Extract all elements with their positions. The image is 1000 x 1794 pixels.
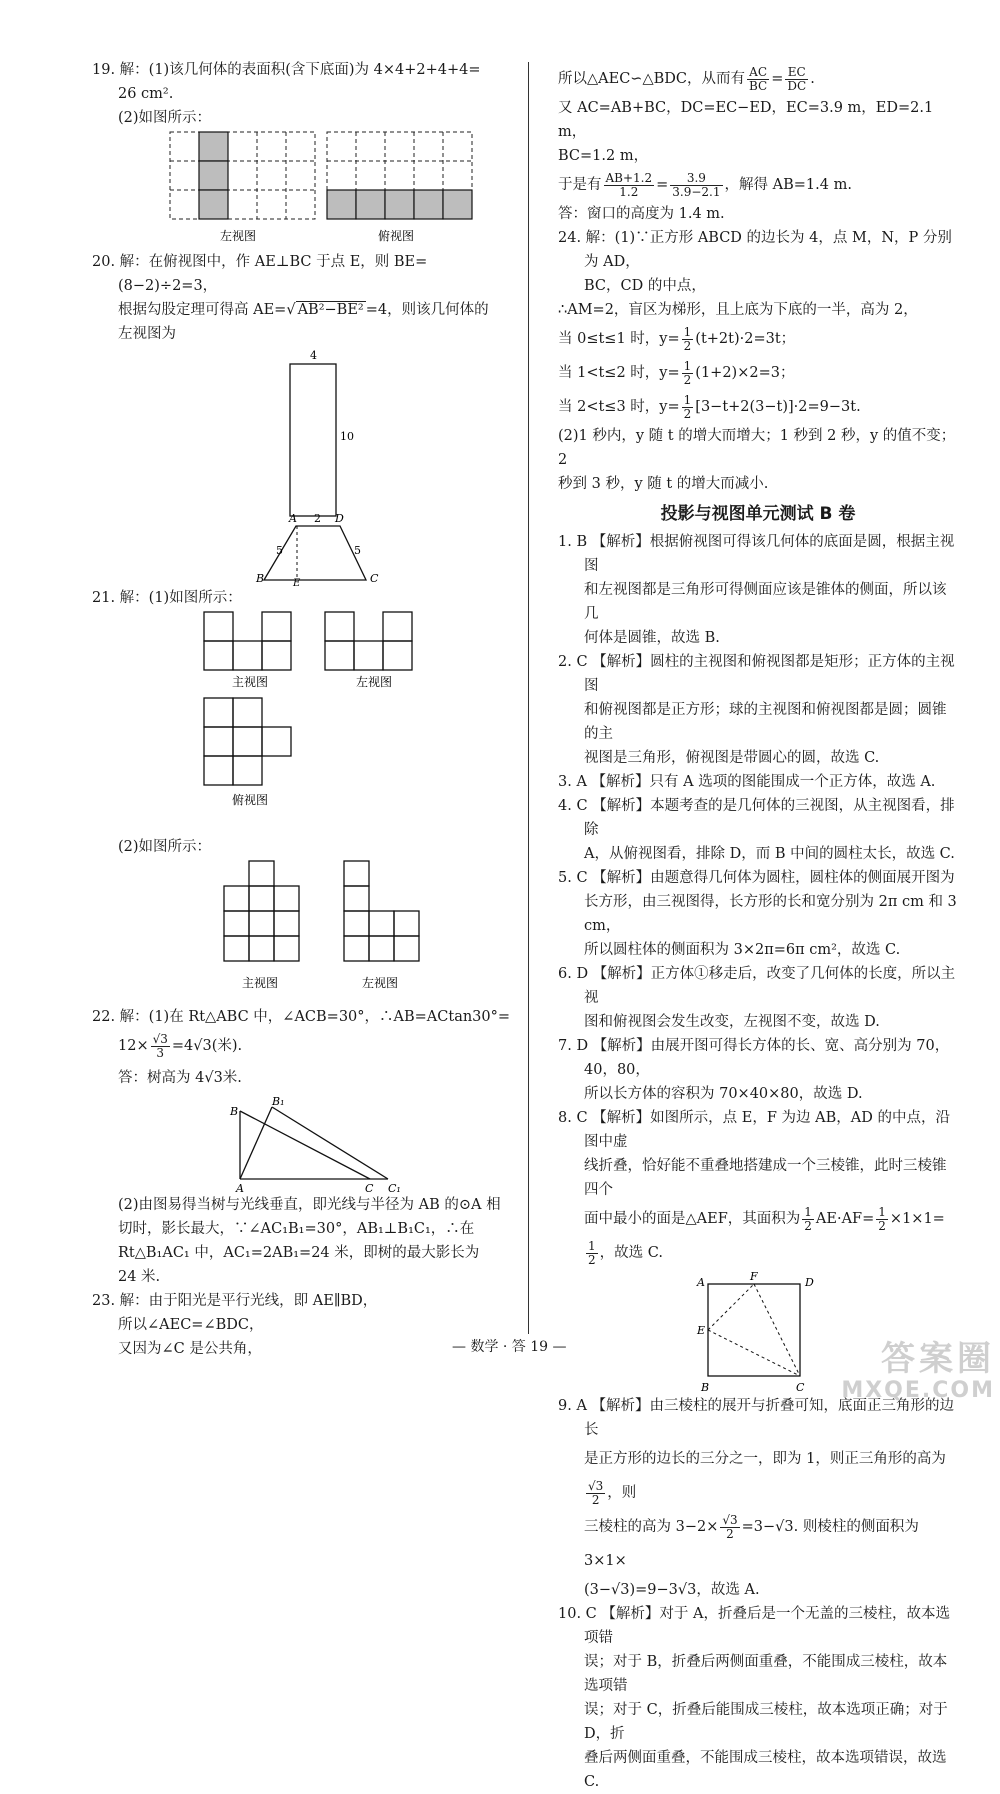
watermark-logo: [795, 1340, 995, 1406]
q19-line1: 19. 解：(1)该几何体的表面积(含下底面)为 4×4+2+4+4=: [92, 62, 481, 78]
svg-text:2: 2: [314, 512, 321, 525]
b10-line4: 叠后两侧面重叠，不能围成三棱柱，故本选项错误，故选 C.: [584, 1750, 947, 1790]
q21-part2: (2)如图所示：: [118, 839, 212, 855]
top-view-cell: [327, 190, 356, 219]
svg-text:D: D: [805, 1276, 814, 1289]
q23-line6: BC=1.2 m，: [558, 148, 649, 164]
figure-21b-svg: [92, 859, 520, 1001]
figure-20: [92, 346, 520, 586]
q23-line5: 又 AC=AB+BC，DC=EC−ED，EC=3.9 m，ED=2.1 m，: [558, 100, 934, 140]
b4-line1: 4. C 【解析】本题考查的是几何体的三视图，从主视图看，排除: [558, 798, 955, 838]
q20-line1: 20. 解：在俯视图中，作 AE⊥BC 于点 E，则 BE=(8−2)÷2=3，: [92, 254, 428, 294]
svg-text:E: E: [697, 1324, 706, 1337]
b7-line2: 所以长方体的容积为 70×40×80，故选 D.: [584, 1086, 863, 1102]
b5-line3: 所以圆柱体的侧面积为 3×2π=6π cm²，故选 C.: [584, 942, 901, 958]
svg-text:C: C: [365, 1182, 374, 1193]
svg-text:A: A: [236, 1182, 244, 1193]
b2-line1: 2. C 【解析】圆柱的主视图和俯视图都是矩形；正方体的主视图: [558, 654, 955, 694]
watermark-url: MXQE.COM: [841, 1378, 995, 1403]
svg-text:10: 10: [340, 430, 354, 443]
b1-line1: 1. B 【解析】根据俯视图可得该几何体的底面是圆，根据主视图: [558, 534, 955, 574]
b9-line2: 是正方形的边长的三分之一，即为 1，则正三角形的高为 $\frac{√3}{2}$ ，则: [584, 1451, 946, 1507]
svg-text:左视图: 左视图: [362, 976, 399, 990]
svg-text:左视图: 左视图: [356, 675, 393, 689]
figure-21-part1: [92, 610, 520, 835]
top-view-cell: [385, 190, 414, 219]
right-column: [558, 62, 958, 1794]
q24-line1: 24. 解：(1)∵正方形 ABCD 的边长为 4，点 M，N，P 分别为 AD，: [558, 230, 952, 270]
q23-line2: 所以∠AEC=∠BDC，: [118, 1317, 264, 1333]
q20-line2: 根据勾股定理可得高 AE=√ AB²−BE² =4，则该几何体的: [118, 302, 489, 318]
b8-line3: 面中最小的面是△AEF，其面积为 $\frac{1}{2}$ AE·AF= $\frac{1}{2}$ ×1×1=: [584, 1204, 945, 1233]
q23-line4: 所以△AEC∽△BDC，从而有 $\frac{AC}{BC}$ = $\frac{EC}{DC}$ .: [558, 64, 815, 93]
b10-line2: 误；对于 B，折叠后两侧面重叠，不能围成三棱柱，故本选项错: [584, 1654, 948, 1694]
svg-text:C: C: [796, 1381, 805, 1394]
b10-line3: 误；对于 C，折叠后能围成三棱柱，故本选项正确；对于 D，折: [584, 1702, 948, 1742]
svg-text:E: E: [293, 578, 301, 586]
top-view-cell: [356, 190, 385, 219]
figure-21-svg: [92, 610, 520, 835]
fig19-left-caption: 左视图: [220, 229, 257, 243]
figure-22: [92, 1093, 520, 1193]
b8-line1: 8. C 【解析】如图所示，点 E，F 为边 AB，AD 的中点，沿图中虚: [558, 1110, 950, 1150]
svg-text:B₁: B₁: [272, 1095, 285, 1108]
q21-line1: 21. 解：(1)如图所示：: [92, 590, 242, 606]
svg-text:5: 5: [354, 544, 361, 557]
left-view-rect: [290, 364, 336, 516]
q24-part2-line2: 秒到 3 秒，y 随 t 的增大而减小.: [558, 476, 769, 492]
q22-line3: 答：树高为 4√3米.: [118, 1070, 242, 1086]
q23-answer: 答：窗口的高度为 1.4 m.: [558, 206, 725, 222]
left-view-cell: [199, 190, 228, 219]
b3-line1: 3. A 【解析】只有 A 选项的图能围成一个正方体，故选 A.: [558, 774, 936, 790]
b2-line3: 视图是三角形，俯视图是带圆心的圆，故选 C.: [584, 750, 880, 766]
b8-line2: 线折叠，恰好能不重叠地搭建成一个三棱锥，此时三棱锥四个: [584, 1158, 947, 1198]
svg-text:D: D: [335, 512, 344, 525]
b4-line2: A，从俯视图看，排除 D，而 B 中间的圆柱太长，故选 C.: [584, 846, 955, 862]
q23-line3: 又因为∠C 是公共角，: [118, 1341, 262, 1357]
svg-text:A: A: [289, 512, 297, 525]
q22-line5: 切时，影长最大，∵∠AC₁B₁=30°，AB₁⊥B₁C₁，∴在: [118, 1221, 475, 1237]
left-view-cell: [199, 161, 228, 190]
q22-line7: 24 米.: [118, 1269, 161, 1285]
column-divider: [528, 62, 529, 1334]
b9-line4: (3−√3)=9−3√3，故选 A.: [584, 1582, 760, 1598]
b9-line3: 三棱柱的高为 3−2× $\frac{√3}{2}$ =3−√3. 则棱柱的侧面积为 3×1×: [584, 1512, 919, 1569]
q24-case2: 当 1<t≤2 时，y= $\frac{1}{2}$ (1+2)×2=3；: [558, 358, 795, 387]
b1-line3: 何体是圆锥，故选 B.: [584, 630, 720, 646]
q24-case3: 当 2<t≤3 时，y= $\frac{1}{2}$ [3−t+2(3−t)]·2=9−3t.: [558, 392, 861, 421]
q24-case1: 当 0≤t≤1 时，y= $\frac{1}{2}$ (t+2t)·2=3t；: [558, 324, 796, 353]
b2-line2: 和俯视图都是正方形；球的主视图和俯视图都是圆；圆锥的主: [584, 702, 947, 742]
q23-line1: 23. 解：由于阳光是平行光线，即 AE∥BD，: [92, 1293, 378, 1309]
q22-line6: Rt△B₁AC₁ 中，AC₁=2AB₁=24 米，即树的最大影长为: [118, 1245, 480, 1261]
watermark-text: 答案圈: [881, 1339, 995, 1379]
figure-20-svg: [92, 346, 520, 586]
q22-line4: (2)由图易得当树与光线垂直，即光线与半径为 AB 的⊙A 相: [118, 1197, 501, 1213]
top-view-cell: [443, 190, 472, 219]
svg-text:C₁: C₁: [388, 1182, 401, 1193]
figure-19: [92, 130, 520, 250]
left-column: [92, 58, 520, 1361]
q22-line2: 12× $\frac{√3}{3}$ =4√3(米).: [118, 1031, 243, 1060]
svg-text:主视图: 主视图: [242, 976, 279, 990]
svg-text:B: B: [230, 1105, 239, 1118]
b10-line1: 10. C 【解析】对于 A，折叠后是一个无盖的三棱柱，故本选项错: [558, 1606, 950, 1646]
q23-line7: 于是有 $\frac{AB+1.2}{1.2}$ = $\frac{3.9}{3.9-2.1}$ ，解得 AB=1.4 m.: [558, 170, 852, 199]
svg-text:A: A: [697, 1276, 705, 1289]
svg-text:B: B: [701, 1381, 710, 1394]
svg-text:4: 4: [310, 349, 317, 362]
figure-21-part2: [92, 859, 520, 1001]
b5-line2: 长方形，由三视图得，长方形的长和宽分别为 2π cm 和 3 cm，: [584, 894, 957, 934]
q24-line2: BC，CD 的中点，: [584, 278, 706, 294]
svg-text:C: C: [370, 572, 379, 585]
figure-19-grids: [92, 130, 520, 250]
q24-line3: ∴AM=2，盲区为梯形，且上底为下底的一半，高为 2，: [558, 302, 918, 318]
q20-line3: 左视图为: [118, 326, 176, 342]
b8-line4: $\frac{1}{2}$ ，故选 C.: [588, 1238, 663, 1267]
svg-text:F: F: [750, 1270, 758, 1283]
b9-line1: 9. A 【解析】由三棱柱的展开与折叠可知，底面正三角形的边长: [558, 1398, 955, 1438]
page-footer: — 数学 · 答 19 —: [452, 1339, 567, 1355]
fig19-top-caption: 俯视图: [378, 229, 415, 243]
left-view-cell: [199, 132, 228, 161]
b5-line1: 5. C 【解析】由题意得几何体为圆柱，圆柱体的侧面展开图为: [558, 870, 955, 886]
figure-22-svg: [92, 1093, 520, 1193]
b7-line1: 7. D 【解析】由展开图可得长方体的长、宽、高分别为 70，40，80，: [558, 1038, 950, 1078]
svg-text:主视图: 主视图: [232, 675, 269, 689]
q19-part2: (2)如图所示：: [118, 110, 212, 126]
svg-text:5: 5: [276, 544, 283, 557]
section-title: 投影与视图单元测试 B 卷: [660, 504, 856, 524]
svg-text:B: B: [256, 572, 265, 585]
q19-line2: 26 cm².: [118, 86, 174, 102]
b1-line2: 和左视图都是三角形可得侧面应该是锥体的侧面，所以该几: [584, 582, 947, 622]
top-view-cell: [414, 190, 443, 219]
b6-line2: 图和俯视图会发生改变，左视图不变，故选 D.: [584, 1014, 880, 1030]
q24-part2-line1: (2)1 秒内，y 随 t 的增大而增大；1 秒到 2 秒，y 的值不变；2: [558, 428, 956, 468]
square: [708, 1284, 800, 1376]
q22-line1: 22. 解：(1)在 Rt△ABC 中，∠ACB=30°，∴AB=ACtan30°=: [92, 1009, 511, 1025]
svg-text:俯视图: 俯视图: [232, 793, 269, 807]
b6-line1: 6. D 【解析】正方体①移走后，改变了几何体的长度，所以主视: [558, 966, 956, 1006]
